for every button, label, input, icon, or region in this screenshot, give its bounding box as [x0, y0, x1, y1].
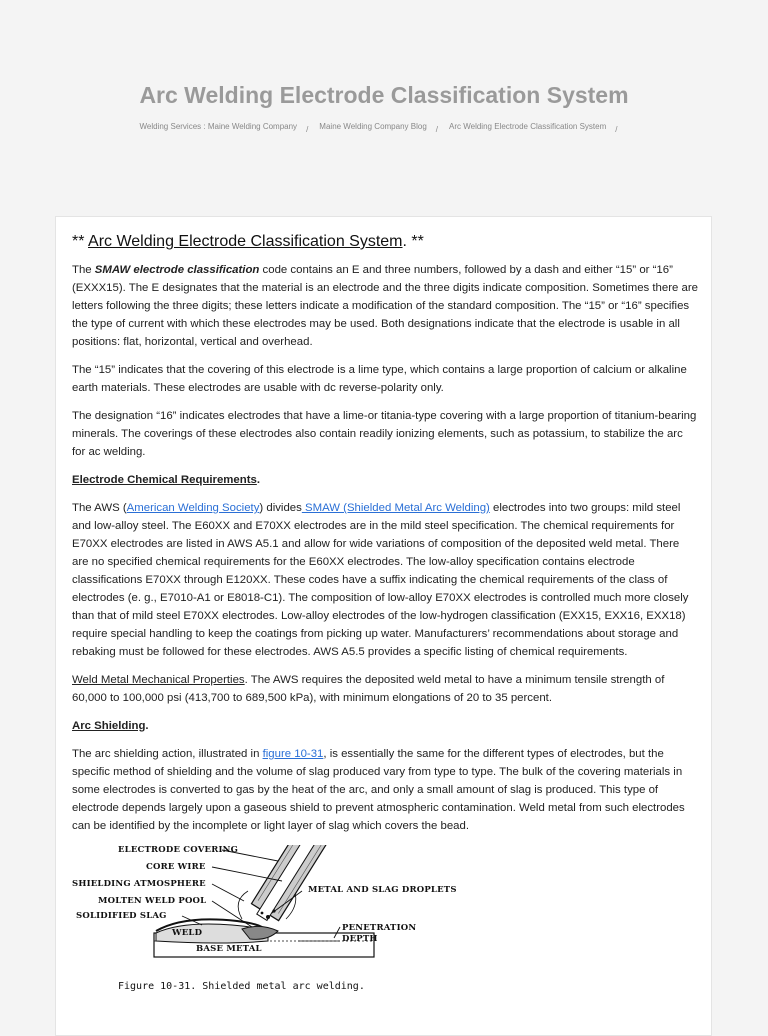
link-american-welding-society[interactable]: American Welding Society — [126, 502, 260, 514]
section-chemical-title: Electrode Chemical Requirements — [72, 474, 257, 486]
section-heading-shielding — [72, 717, 698, 735]
aws-text-a: The AWS ( — [72, 502, 127, 514]
page-title: Arc Welding Electrode Classification System — [139, 82, 629, 108]
paragraph-intro — [72, 261, 698, 351]
section-heading-chemical — [72, 471, 698, 489]
breadcrumb-separator: / — [435, 125, 438, 134]
breadcrumb-separator: / — [306, 125, 309, 134]
aws-text-b: ) divides — [259, 502, 302, 514]
breadcrumb-separator: / — [615, 125, 618, 134]
mechanical-rest: . The AWS requires the deposited weld metal to have a minimum tensile strength of 60,000 to 100,000 psi (413,700 to 689,500 kPa), with minimum elongations of 20 to 35 percent. — [72, 674, 665, 704]
label-weld: WELD — [172, 928, 203, 938]
section-shielding-title: Arc Shielding — [72, 720, 146, 732]
label-metal-slag-droplets: METAL AND SLAG DROPLETS — [308, 885, 457, 895]
article-heading — [72, 231, 698, 253]
article-content — [72, 231, 698, 1010]
aws-text-c: electrodes into two groups: mild steel and low-alloy steel. The E60XX and E70XX electrodes are in the mild steel specification. The chemical requirements for E70XX electrodes are listed in AWS A5.1 and allow for wide variations of composition of the deposited weld metal. There are no specified chemical requirements for the E60XX electrodes. The low-alloy specification contains electrode classifications E70XX through E120XX. These codes have a suffix indicating the chemical requirements of the class of electrodes (e. g., E7010-A1 or E8018-C1). The composition of low-alloy E70XX electrodes is controlled much more closely than that of mild steel E70XX electrodes. Low-alloy electrodes of the low-hydrogen classification (EXX15, EXX16, EXX18) require special handling to keep the coatings from picking up water. Manufacturers’ recommendations about storage and rebaking must be followed for these electrodes. AWS A5.5 provides a specific listing of chemical requirements. — [72, 502, 689, 658]
paragraph-16: The designation “16” indicates electrodes that have a lime-or titania-type covering with a large proportion of titanium-bearing minerals. The coverings of these electrodes also contain readily ionizing elements, such as potassium, to stabilize the arc for ac welding. — [72, 410, 697, 458]
intro-bold-term: SMAW electrode classification — [94, 264, 260, 276]
label-solidified-slag: SOLIDIFIED SLAG — [76, 911, 167, 921]
label-depth: DEPTH — [342, 934, 378, 944]
link-figure-10-31[interactable]: figure 10-31 — [262, 748, 324, 760]
breadcrumb-item-current[interactable]: Arc Welding Electrode Classification System — [449, 122, 607, 131]
section-shielding-dot: . — [145, 720, 149, 732]
figure-shielded-metal-arc-welding — [72, 845, 472, 1010]
intro-lead: The — [72, 264, 95, 276]
label-shielding-atmosphere: SHIELDING ATMOSPHERE — [72, 879, 206, 889]
paragraph-15: The “15” indicates that the covering of this electrode is a lime type, which contains a large proportion of calcium or alkaline earth materials. These electrodes are usable with dc reverse-polarity only. — [72, 364, 687, 394]
shielding-text-a: The arc shielding action, illustrated in — [72, 748, 263, 760]
section-chemical-dot: . — [256, 474, 261, 486]
paragraph-shielding — [72, 745, 698, 835]
heading-text: Arc Welding Electrode Classification System — [88, 233, 403, 250]
article-card — [55, 216, 712, 1036]
label-molten-weld-pool: MOLTEN WELD POOL — [98, 896, 207, 906]
breadcrumb-item-home[interactable]: Welding Services : Maine Welding Company — [139, 122, 298, 131]
label-core-wire: CORE WIRE — [146, 862, 206, 872]
paragraph-aws — [72, 499, 698, 661]
label-base-metal: BASE METAL — [196, 944, 262, 954]
intro-rest: code contains an E and three numbers, followed by a dash and either “15” or “16” (EXXX15). The E designates that the material is an electrode and the three digits indicate composition. Sometimes there are letters following the three digits; these letters indicate a modification of the standard composition. The “15” or “16” specifies the type of current with which these electrodes may be used. Both designations indicate that the electrode is usable in all positions: flat, horizontal, vertical and overhead. — [72, 264, 698, 348]
breadcrumb-item-blog[interactable]: Maine Welding Company Blog — [319, 122, 427, 131]
breadcrumb — [0, 122, 768, 134]
heading-prefix: ** — [72, 233, 89, 250]
label-electrode-covering: ELECTRODE COVERING — [118, 845, 239, 855]
paragraph-mechanical — [72, 671, 698, 707]
mechanical-title: Weld Metal Mechanical Properties — [72, 674, 245, 686]
shielding-text-b: , is essentially the same for the different types of electrodes, but the specific method of shielding and the volume of slag produced vary from type to type. The bulk of the covering materials in some electrodes is converted to gas by the heat of the arc, and only a small amount of slag is produced. This type of electrode depends largely upon a gaseous shield to prevent atmospheric contamination. Weld metal from such electrodes can be identified by the incomplete or light layer of slag which covers the bead. — [72, 748, 685, 832]
label-penetration: PENETRATION — [342, 923, 417, 933]
heading-suffix: . ** — [402, 233, 424, 250]
link-smaw[interactable]: SMAW (Shielded Metal Arc Welding) — [301, 502, 490, 514]
figure-caption: Figure 10-31. Shielded metal arc welding. — [118, 981, 365, 992]
